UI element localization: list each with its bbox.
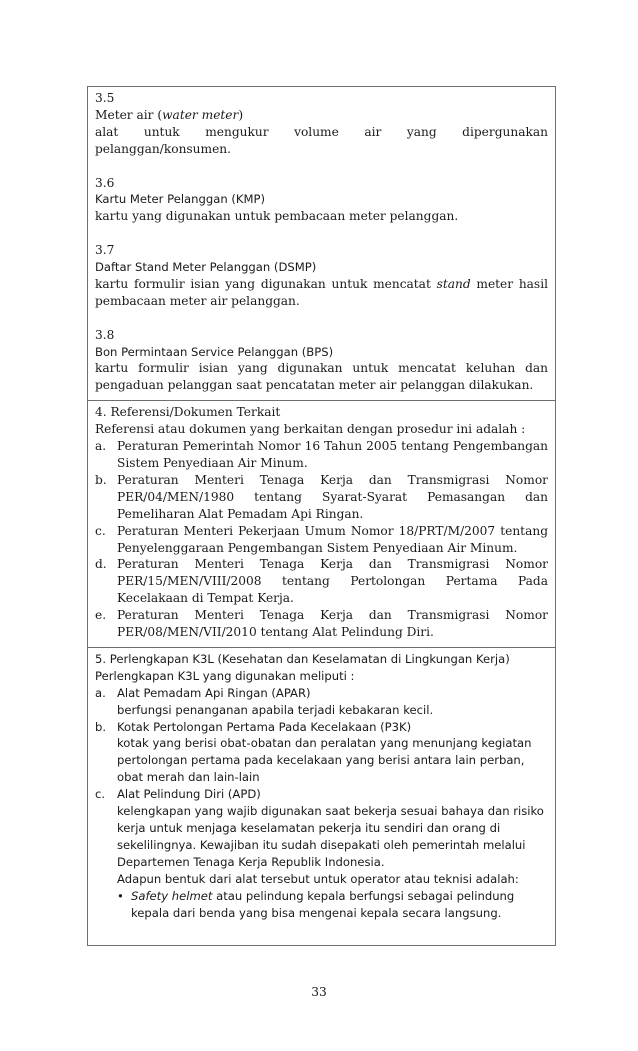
list-marker: b.: [95, 719, 107, 734]
definition-desc-line: pelanggan/konsumen.: [95, 141, 232, 156]
item-desc: kotak yang berisi obat-obatan dan peralatan yang menunjang kegiatan pertolongan pertama pada kecelakaan yang berisi antara lain perban, obat merah dan lain-lain: [117, 736, 532, 785]
list-marker: c.: [95, 523, 106, 538]
list-marker: a.: [95, 685, 106, 700]
definition-desc: kartu formulir isian yang digunakan untuk mencatat keluhan dan pengaduan pelanggan saat pencatatan meter air pelanggan dilakukan.: [95, 361, 548, 393]
definition-term: Kartu Meter Pelanggan (KMP): [95, 192, 265, 207]
definition-number: 3.5: [95, 91, 115, 105]
apd-bullet-list: [117, 888, 548, 922]
list-item: d. Peraturan Menteri Tenaga Kerja dan Transmigrasi Nomor PER/15/MEN/VIII/2008 tentang Pertolongan Pertama Pada Kecelakaan di Tempat Kerja.: [95, 557, 548, 606]
definition-term: Daftar Stand Meter Pelanggan (DSMP): [95, 260, 317, 275]
item-title: Alat Pemadam Api Ringan (APAR): [117, 685, 311, 700]
list-item: e. Peraturan Menteri Tenaga Kerja dan Transmigrasi Nomor PER/08/MEN/VII/2010 tentang Alat Pelindung Diri.: [95, 608, 548, 640]
item-title: Kotak Pertolongan Pertama Pada Kecelakaan (P3K): [117, 719, 412, 734]
list-marker: a.: [95, 439, 107, 454]
section-heading: 4. Referensi/Dokumen Terkait: [95, 405, 281, 420]
list-item: c. Peraturan Menteri Pekerjaan Umum Nomor 18/PRT/M/2007 tentang Penyelenggaraan Pengembangan Sistem Penyediaan Air Minum.: [95, 523, 548, 555]
list-item: [95, 685, 548, 719]
definition-3-8: [95, 327, 548, 395]
section-intro: Referensi atau dokumen yang berkaitan dengan prosedur ini adalah :: [95, 422, 526, 437]
section-intro: Perlengkapan K3L yang digunakan meliputi :: [95, 668, 355, 683]
bullet-icon: •: [117, 888, 124, 903]
item-desc: berfungsi penanganan apabila terjadi kebakaran kecil.: [117, 702, 434, 717]
definition-3-7: [95, 242, 548, 310]
definitions-cell: [88, 87, 555, 400]
list-item: b. Peraturan Menteri Tenaga Kerja dan Transmigrasi Nomor PER/04/MEN/1980 tentang Syarat-Syarat Pemasangan dan Pemeliharan Alat Pemadam Api Ringan.: [95, 472, 548, 521]
apd-intro: Adapun bentuk dari alat tersebut untuk operator atau teknisi adalah:: [117, 871, 519, 886]
definition-number: 3.7: [95, 243, 115, 258]
page-number: 33: [311, 985, 327, 999]
references-cell: [88, 400, 555, 647]
definition-number: 3.8: [95, 327, 115, 342]
list-item: [95, 786, 548, 921]
definition-term: Bon Permintaan Service Pelanggan (BPS): [95, 344, 334, 359]
definition-number: 3.6: [95, 175, 115, 190]
definition-term: Meter air (water meter): [95, 107, 244, 122]
bullet-item: • Safety helmet atau pelindung kepala berfungsi sebagai pelindung kepala dari benda yang bisa mengenai kepala secara langsung.: [117, 888, 515, 920]
definition-desc: kartu yang digunakan untuk pembacaan meter pelanggan.: [95, 209, 459, 224]
list-marker: b.: [95, 472, 107, 487]
item-desc: kelengkapan yang wajib digunakan saat bekerja sesuai bahaya dan risiko kerja untuk menjaga keselamatan pekerja itu sendiri dan orang di sekelilingnya. Kewajiban itu sudah disepakati oleh pemerintah melalui Departemen Tenaga Kerja Republik Indonesia.: [117, 804, 544, 869]
references-list: [95, 438, 548, 641]
k3l-cell: [88, 647, 555, 946]
list-marker: e.: [95, 608, 107, 623]
k3l-list: [95, 685, 548, 922]
document-table: [87, 86, 556, 946]
list-item: [95, 719, 548, 787]
list-marker: c.: [95, 787, 106, 802]
item-title: Alat Pelindung Diri (APD): [117, 787, 261, 802]
definition-3-5: [95, 90, 548, 158]
section-heading: 5. Perlengkapan K3L (Kesehatan dan Keselamatan di Lingkungan Kerja): [95, 651, 510, 666]
definition-desc-line: alat untuk mengukur volume air yang dipergunakan: [95, 124, 548, 139]
definition-desc: kartu formulir isian yang digunakan untuk mencatat stand meter hasil pembacaan meter air pelanggan.: [95, 276, 548, 308]
list-item: a. Peraturan Pemerintah Nomor 16 Tahun 2005 tentang Pengembangan Sistem Penyediaan Air Minum.: [95, 439, 548, 470]
definition-3-6: [95, 175, 548, 226]
list-marker: d.: [95, 557, 107, 572]
